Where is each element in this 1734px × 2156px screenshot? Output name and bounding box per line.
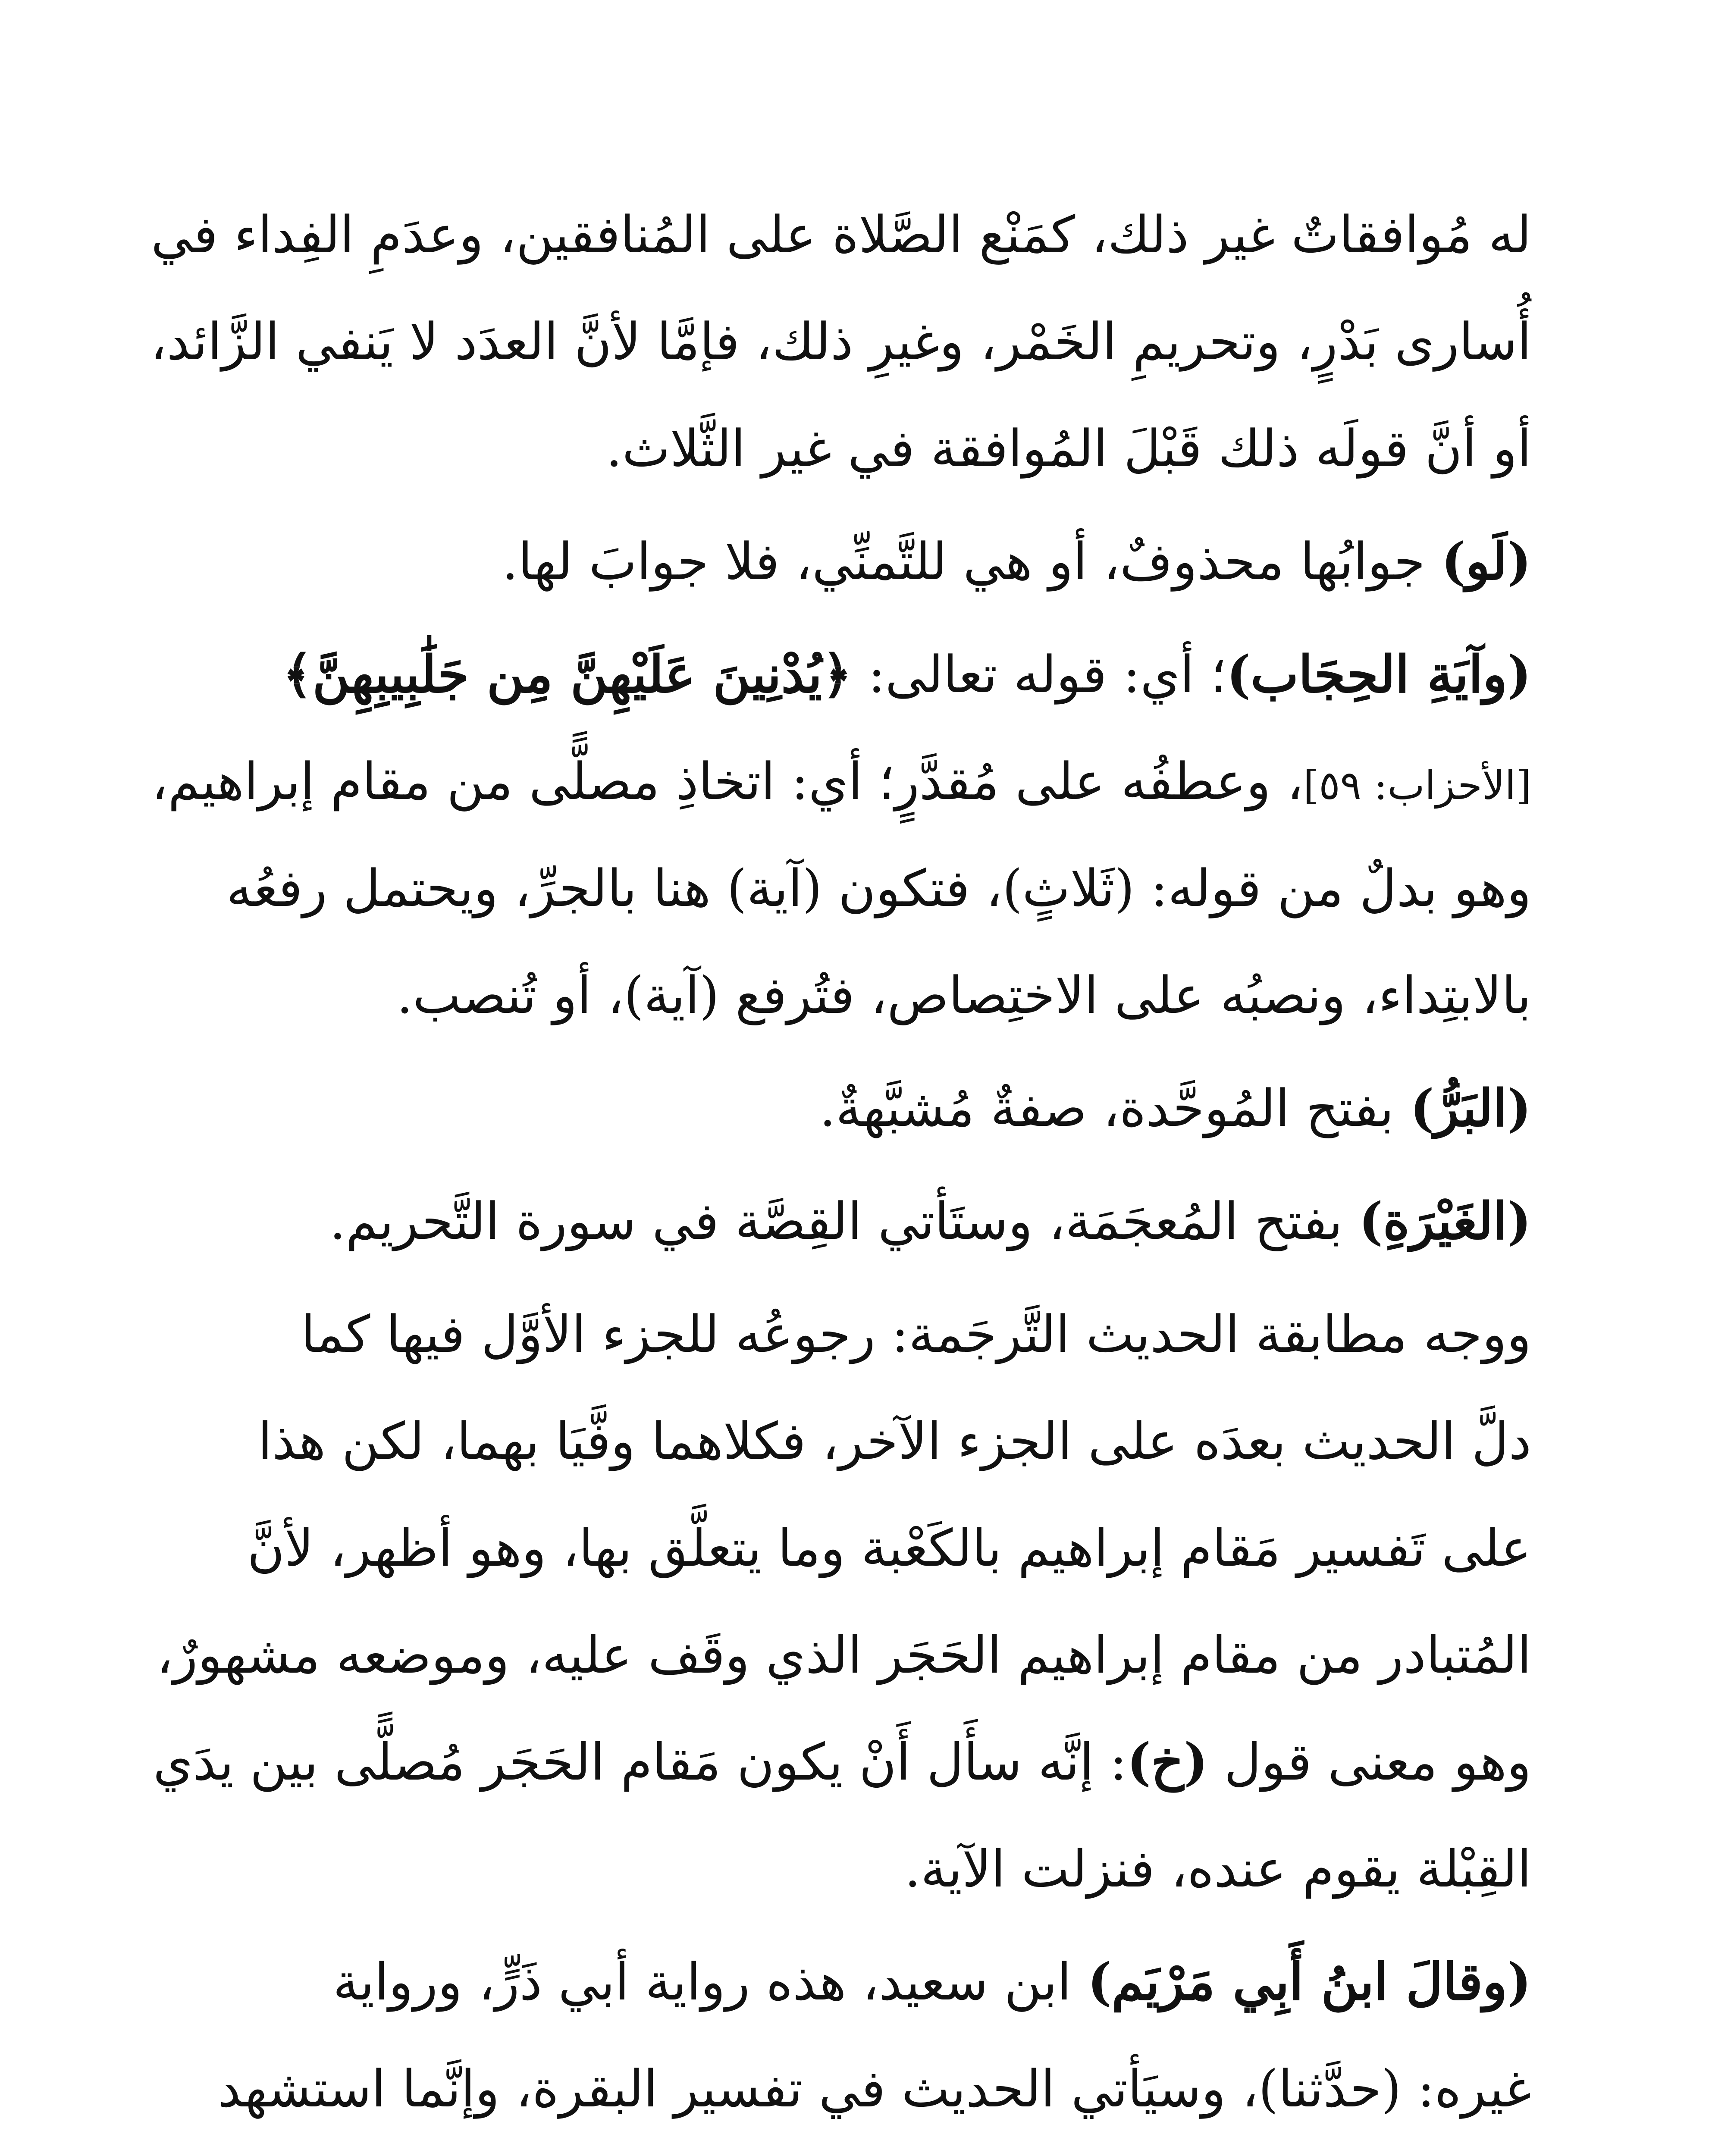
- bold-lemma: (وقالَ ابنُ أَبِي مَرْيَم): [1087, 1952, 1531, 2012]
- page-body-text: [150, 181, 1531, 2156]
- text-run: ؛ أي: قوله تعالى:: [852, 645, 1227, 704]
- text-run: دلَّ الحديث بعدَه على الجزء الآخر، فكلاهما وفَّيَا بهما، لكن هذا: [258, 1411, 1531, 1471]
- text-line: [254, 1815, 1531, 1922]
- text-run: أُسارى بَدْرٍ، وتحريمِ الخَمْر، وغيرِ ذلك، فإمَّا لأنَّ العدَد لا يَنفي الزَّائد،: [150, 312, 1531, 371]
- text-run: غيره: (حدَّثنا)، وسيَأتي الحديث في تفسير البقرة، وإنَّما استشهد: [218, 2059, 1531, 2118]
- text-line: [254, 1055, 1531, 1162]
- text-run: له مُوافقاتٌ غير ذلك، كمَنْع الصَّلاة على المُنافقين، وعدَمِ الفِداء في: [151, 205, 1531, 264]
- bold-lemma: (البَرُّ): [1410, 1078, 1531, 1138]
- text-line: [151, 728, 1531, 835]
- text-line: [151, 181, 1531, 288]
- text-line: [254, 2142, 1531, 2156]
- bold-lemma: (الغَيْرَةِ): [1359, 1191, 1531, 1251]
- text-line: [254, 395, 1531, 502]
- text-run: ، وعطفُه على مُقدَّرٍ؛ أي: اتخاذِ مصلًّى من مقام إبراهيم،: [151, 752, 1304, 811]
- text-line: [254, 1928, 1531, 2035]
- text-run: أو أنَّ قولَه ذلك قَبْلَ المُوافقة في غير الثَّلاث.: [606, 419, 1531, 478]
- citation-reference: [الأحزاب: ٥٩]: [1303, 762, 1531, 808]
- text-line: [218, 2035, 1531, 2142]
- text-run: بالابتِداء، ونصبُه على الاختِصاص، فتُرفع (آية)، أو تُنصب.: [396, 965, 1531, 1025]
- text-line: [254, 508, 1531, 615]
- text-line: [254, 1281, 1531, 1388]
- text-line: [254, 1388, 1531, 1495]
- text-run: ووجه مطابقة الحديث التَّرجَمة: رجوعُه للجزء الأوَّل فيها كما: [301, 1304, 1531, 1364]
- bold-lemma: (خ): [1127, 1732, 1208, 1792]
- text-run: بفتح المُعجَمَة، وستَأتي القِصَّة في سورة التَّحريم.: [329, 1191, 1359, 1251]
- quran-quote: ﴿يُدْنِينَ عَلَيْهِنَّ مِن جَلَٰبِيبِهِنَّ﴾: [282, 644, 852, 704]
- text-line: [226, 835, 1531, 942]
- text-line: [254, 942, 1531, 1049]
- bold-lemma: (وآيَةِ الحِجَاب): [1226, 644, 1531, 704]
- text-line: [247, 1495, 1531, 1601]
- text-run: وهو معنى قول: [1208, 1732, 1531, 1792]
- text-run: ابن سعيد، هذه رواية أبي ذَرٍّ، ورواية: [333, 1952, 1088, 2012]
- text-run: : إنَّه سأَل أَنْ يكون مَقام الحَجَر مُصلًّى بين يدَي: [153, 1732, 1127, 1792]
- text-line: [157, 1601, 1531, 1708]
- text-line: [254, 621, 1531, 728]
- text-run: القِبْلة يقوم عنده، فنزلت الآية.: [904, 1839, 1531, 1899]
- bold-lemma: (لَو): [1441, 531, 1531, 591]
- text-line: [153, 1708, 1531, 1815]
- text-line: [150, 288, 1531, 395]
- text-line: [254, 1168, 1531, 1275]
- text-run: بفتح المُوحَّدة، صفةٌ مُشبَّهةٌ.: [819, 1078, 1410, 1138]
- text-run: على تَفسير مَقام إبراهيم بالكَعْبة وما يتعلَّق بها، وهو أظهر، لأنَّ: [247, 1518, 1531, 1578]
- text-run: جوابُها محذوفٌ، أو هي للتَّمنِّي، فلا جوابَ لها.: [502, 532, 1442, 591]
- text-run: المُتبادر من مقام إبراهيم الحَجَر الذي وقَف عليه، وموضعه مشهورٌ،: [157, 1625, 1531, 1685]
- text-run: وهو بدلٌ من قوله: (ثَلاثٍ)، فتكون (آية) هنا بالجرِّ، ويحتمل رفعُه: [226, 859, 1531, 918]
